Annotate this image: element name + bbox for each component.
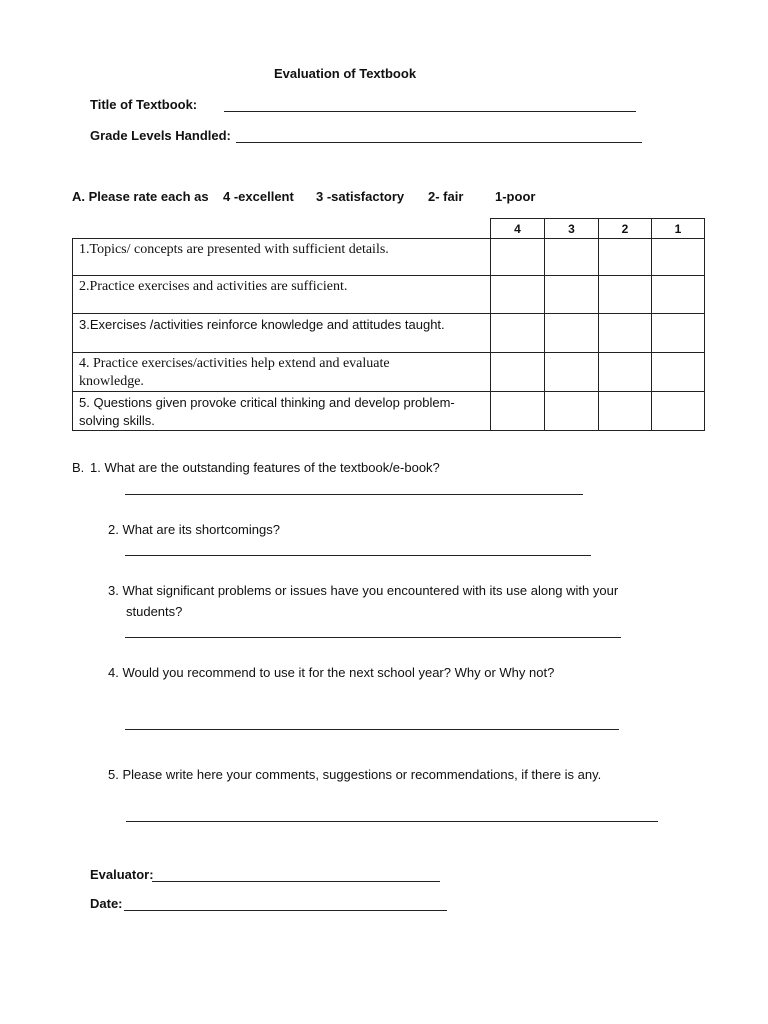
- page-title: Evaluation of Textbook: [274, 66, 417, 81]
- rating-cell-2[interactable]: [599, 276, 652, 314]
- answer-3-line[interactable]: [125, 637, 621, 638]
- answer-4-line[interactable]: [125, 729, 619, 730]
- rating-table: [72, 218, 705, 431]
- scale-excellent: 4 -excellent: [223, 189, 294, 204]
- rating-cell-1[interactable]: [652, 392, 705, 431]
- date-label: Date:: [90, 896, 123, 911]
- title-label: Title of Textbook:: [90, 97, 198, 112]
- question-2: 2. What are its shortcomings?: [108, 522, 280, 537]
- evaluator-field[interactable]: [152, 881, 440, 882]
- table-row: [73, 392, 705, 431]
- rating-cell-4[interactable]: [491, 314, 545, 353]
- criteria-header: [73, 219, 491, 239]
- column-header: 3: [545, 219, 599, 239]
- rating-cell-3[interactable]: [545, 353, 599, 392]
- question-4: 4. Would you recommend to use it for the next school year? Why or Why not?: [108, 665, 555, 680]
- rating-cell-4[interactable]: [491, 276, 545, 314]
- answer-2-line[interactable]: [125, 555, 591, 556]
- grade-field[interactable]: [236, 142, 642, 143]
- rating-cell-1[interactable]: [652, 276, 705, 314]
- rating-cell-3[interactable]: [545, 239, 599, 276]
- evaluator-label: Evaluator:: [90, 867, 154, 882]
- criterion-text: 2.Practice exercises and activities are sufficient.: [73, 276, 491, 314]
- answer-1-line[interactable]: [125, 494, 583, 495]
- criterion-text: 3.Exercises /activities reinforce knowledge and attitudes taught.: [73, 314, 491, 353]
- rating-cell-2[interactable]: [599, 353, 652, 392]
- column-header: 2: [599, 219, 652, 239]
- section-b-prefix: B.: [72, 460, 85, 475]
- criterion-text: 5. Questions given provoke critical thinking and develop problem-solving skills.: [73, 392, 491, 431]
- rating-cell-3[interactable]: [545, 392, 599, 431]
- table-row: [73, 353, 705, 392]
- scale-fair: 2- fair: [428, 189, 464, 204]
- criterion-text: 1.Topics/ concepts are presented with sufficient details.: [73, 239, 491, 276]
- rating-cell-3[interactable]: [545, 314, 599, 353]
- rating-cell-1[interactable]: [652, 353, 705, 392]
- table-row: [73, 314, 705, 353]
- table-header-row: [73, 219, 705, 239]
- rating-cell-2[interactable]: [599, 239, 652, 276]
- table-row: [73, 239, 705, 276]
- rating-cell-1[interactable]: [652, 314, 705, 353]
- rating-cell-4[interactable]: [491, 353, 545, 392]
- section-a-instruction: A. Please rate each as: [72, 189, 209, 204]
- scale-poor: 1-poor: [495, 189, 536, 204]
- date-field[interactable]: [124, 910, 447, 911]
- column-header: 4: [491, 219, 545, 239]
- title-field[interactable]: [224, 111, 636, 112]
- rating-cell-3[interactable]: [545, 276, 599, 314]
- rating-cell-4[interactable]: [491, 239, 545, 276]
- rating-cell-4[interactable]: [491, 392, 545, 431]
- answer-5-line[interactable]: [126, 821, 658, 822]
- question-3: 3. What significant problems or issues have you encountered with its use along with your: [108, 583, 619, 598]
- table-row: [73, 276, 705, 314]
- question-5: 5. Please write here your comments, suggestions or recommendations, if there is any.: [108, 767, 602, 782]
- question-3-continued: students?: [126, 604, 183, 619]
- rating-cell-2[interactable]: [599, 314, 652, 353]
- scale-satisfactory: 3 -satisfactory: [316, 189, 405, 204]
- criterion-text: 4. Practice exercises/activities help extend and evaluate knowledge.: [73, 353, 491, 392]
- rating-cell-1[interactable]: [652, 239, 705, 276]
- question-1: 1. What are the outstanding features of the textbook/e-book?: [90, 460, 440, 475]
- column-header: 1: [652, 219, 705, 239]
- grade-label: Grade Levels Handled:: [90, 128, 231, 143]
- rating-cell-2[interactable]: [599, 392, 652, 431]
